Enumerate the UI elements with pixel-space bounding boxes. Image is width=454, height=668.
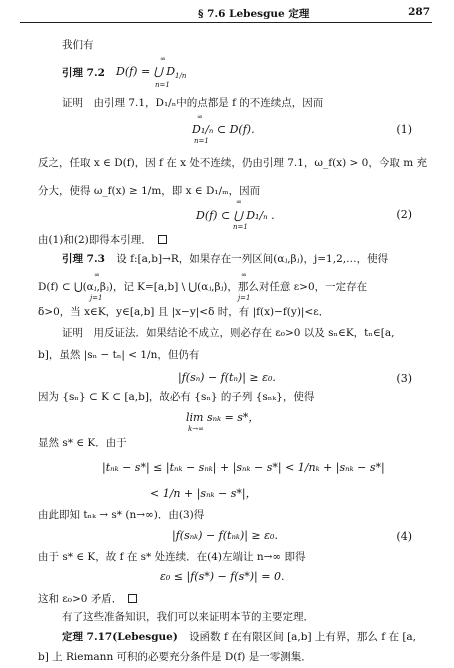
- inequality-line: < 1/n + |sₙₖ − s*|，: [150, 487, 257, 500]
- equation-tag-4: (4): [396, 530, 412, 543]
- text-line: D(f) ⊂ ⋃(αⱼ,βⱼ)，记 K=[a,b] \ ⋃(αⱼ,βⱼ)，那么对任意 ε>0，一定存在: [38, 281, 368, 293]
- theorem-7-17-statement: 定理 7.17(Lebesgue) 设函数 f 在有限区间 [a,b] 上有界，那么 f 在 [a,: [62, 631, 417, 643]
- text-line: 这和 ε₀>0 矛盾．: [38, 592, 137, 606]
- text-line: b]，虽然 |sₙ − tₙ| < 1/n，但仍有: [38, 349, 200, 361]
- text-line: 分大，使得 ω_f(x) ≥ 1/m，即 x ∈ D₁/ₘ，因而: [38, 185, 261, 197]
- inequality-line: |tₙₖ − s*| ≤ |tₙₖ − sₙₖ| + |sₙₖ − s*| < 1/nₖ + |sₙₖ − s*|: [102, 461, 385, 474]
- union-lower-limit: j=1: [90, 294, 103, 302]
- eq1-upper-limit: ∞: [197, 113, 203, 121]
- text-line: δ>0，当 x∈K，y∈[a,b] 且 |x−y|<δ 时，有 |f(x)−f(y)|<ε．: [38, 306, 330, 318]
- page-number: 287: [408, 6, 430, 18]
- equation-1: D₁/ₙ ⊂ D(f).: [192, 123, 255, 136]
- lemma-7-2-formula: D(f) = ⋃ $D_{1/n}$: [116, 65, 187, 80]
- equation-3: |f(sₙ) − f(tₙ)| ≥ ε₀.: [178, 371, 276, 384]
- union-lower-limit: j=1: [238, 294, 251, 302]
- lemma-label: 引理 7.2: [62, 67, 105, 79]
- equation-conclusion: ε₀ ≤ |f(s*) − f(s*)| = 0.: [160, 570, 285, 583]
- equation-tag-2: (2): [396, 208, 412, 221]
- equation-tag-3: (3): [396, 372, 412, 385]
- limit-subscript: k→∞: [188, 425, 204, 433]
- equation-2: D(f) ⊂ ⋃ D₁/ₙ .: [196, 209, 275, 222]
- text-line: 我们有: [62, 39, 94, 51]
- union-upper-limit: ∞: [94, 271, 100, 279]
- union-upper-limit: ∞: [160, 55, 166, 63]
- eq2-lower-limit: n=1: [233, 223, 248, 231]
- text-line: 因为 {sₙ} ⊂ K ⊂ [a,b]，故必有 {sₙ} 的子列 {sₙₖ}，使得: [38, 391, 315, 403]
- lemma-7-2-statement: [62, 66, 105, 80]
- proof-line: 证明 用反证法．如果结论不成立，则必存在 ε₀>0 以及 sₙ∈K，tₙ∈[a,: [62, 327, 395, 339]
- text-line: 显然 s* ∈ K．由于: [38, 437, 127, 449]
- text-line: 反之，任取 x ∈ D(f)，因 f 在 x 处不连续，仍由引理 7.1，ω_f(x) > 0，今取 m 充: [38, 157, 427, 169]
- qed-box-icon: [128, 594, 137, 603]
- text-line: 由(1)和(2)即得本引理．: [38, 233, 167, 247]
- eq2-upper-limit: ∞: [236, 198, 242, 206]
- lemma-label: 引理 7.3: [62, 253, 105, 265]
- equation-limit: lim sₙₖ = s*，: [186, 411, 260, 424]
- lemma-7-3-statement: 引理 7.3 设 f:[a,b]→R，如果存在一列区间(αⱼ,βⱼ)，j=1,2,…，使得: [62, 253, 389, 265]
- equation-4: |f(sₙₖ) − f(tₙₖ)| ≥ ε₀.: [172, 529, 278, 542]
- eq1-lower-limit: n=1: [194, 137, 209, 145]
- text-line: b] 上 Riemann 可积的必要充分条件是 D(f) 是一零测集．: [38, 651, 312, 663]
- proof-line: 证明 由引理 7.1，D₁/ₙ中的点都是 f 的不连续点，因而: [62, 97, 324, 109]
- equation-tag-1: (1): [396, 123, 412, 136]
- header-title: § 7.6 Lebesgue 定理: [198, 8, 310, 20]
- theorem-label: 定理 7.17(Lebesgue): [62, 631, 178, 643]
- text-line: 有了这些准备知识，我们可以来证明本节的主要定理．: [62, 611, 314, 623]
- union-lower-limit: n=1: [155, 81, 170, 89]
- text-line: 由于 s* ∈ K，故 f 在 s* 处连续．在(4)左端让 n→∞ 即得: [38, 551, 306, 563]
- text-line: 由此即知 tₙₖ → s* (n→∞)．由(3)得: [38, 509, 205, 521]
- union-upper-limit: ∞: [241, 271, 247, 279]
- qed-box-icon: [158, 235, 167, 244]
- running-header: [20, 4, 432, 23]
